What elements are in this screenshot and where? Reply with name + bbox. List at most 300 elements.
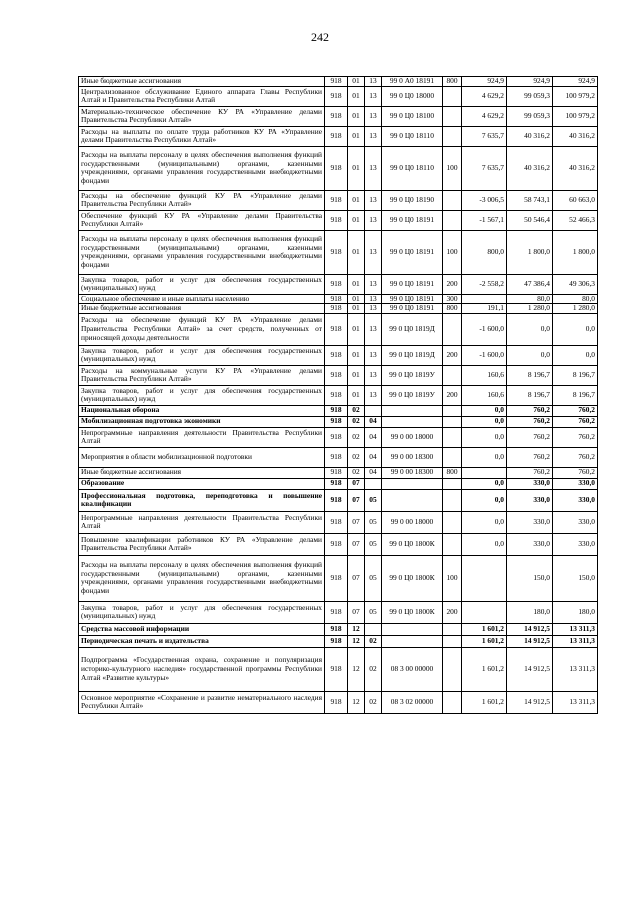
row-name: Расходы на выплаты по оплате труда работников КУ РА «Управление делами Правительства Республики Алтай»	[79, 126, 325, 146]
row-name: Расходы на выплаты персоналу в целях обеспечения выполнения функций государственными (муниципальными) органами, казенными учреждениями, органами управления государственными внебюджетными фондами	[79, 146, 325, 190]
row-csr	[382, 405, 443, 416]
row-amount-2: 13 311,3	[553, 635, 598, 647]
row-rz: 01	[348, 106, 365, 126]
row-rz: 01	[348, 77, 365, 87]
row-amount-1: 924,9	[507, 77, 553, 87]
row-amount-2: 13 311,3	[553, 691, 598, 713]
row-amount-1: 760,2	[507, 427, 553, 447]
row-amount-1: 150,0	[507, 555, 553, 601]
row-csr: 99 0 Ц0 18191	[382, 304, 443, 314]
row-amount-2: 40 316,2	[553, 146, 598, 190]
row-change: -2 558,2	[462, 274, 507, 294]
row-vr	[443, 313, 462, 345]
row-gr: 918	[325, 210, 348, 230]
row-amount-2: 330,0	[553, 478, 598, 489]
row-rz: 02	[348, 405, 365, 416]
row-gr: 918	[325, 294, 348, 304]
table-row	[79, 274, 598, 294]
table-row	[79, 623, 598, 635]
row-csr: 99 0 Ц0 18191	[382, 294, 443, 304]
row-pr	[365, 478, 382, 489]
row-vr	[443, 427, 462, 447]
row-csr	[382, 416, 443, 427]
table-row	[79, 210, 598, 230]
row-rz: 01	[348, 190, 365, 210]
row-vr	[443, 511, 462, 533]
row-amount-2: 13 311,3	[553, 623, 598, 635]
row-name: Мобилизационная подготовка экономики	[79, 416, 325, 427]
row-amount-1: 760,2	[507, 416, 553, 427]
row-gr: 918	[325, 190, 348, 210]
row-vr	[443, 478, 462, 489]
row-name: Закупка товаров, работ и услуг для обеспечения государственных (муниципальных) нужд	[79, 274, 325, 294]
row-amount-2: 330,0	[553, 533, 598, 555]
row-rz: 07	[348, 555, 365, 601]
row-vr: 100	[443, 555, 462, 601]
row-rz: 12	[348, 691, 365, 713]
row-amount-2: 760,2	[553, 405, 598, 416]
table-row	[79, 294, 598, 304]
row-change: 160,6	[462, 385, 507, 405]
row-gr: 918	[325, 511, 348, 533]
row-csr: 99 0 Ц0 18100	[382, 106, 443, 126]
row-pr: 13	[365, 146, 382, 190]
row-name: Расходы на обеспечение функций КУ РА «Управление делами Правительства Республики Алтай» за счет средств, полученных от приносящей доходы деятельности	[79, 313, 325, 345]
row-gr: 918	[325, 274, 348, 294]
row-gr: 918	[325, 467, 348, 478]
row-name: Закупка товаров, работ и услуг для обеспечения государственных (муниципальных) нужд	[79, 601, 325, 623]
row-amount-1: 330,0	[507, 511, 553, 533]
row-rz: 01	[348, 365, 365, 385]
row-gr: 918	[325, 304, 348, 314]
row-change: -3 006,5	[462, 190, 507, 210]
row-pr	[365, 623, 382, 635]
row-gr: 918	[325, 416, 348, 427]
row-vr	[443, 623, 462, 635]
row-change	[462, 601, 507, 623]
row-pr: 13	[365, 106, 382, 126]
row-vr	[443, 635, 462, 647]
row-name: Повышение квалификации работников КУ РА «Управление делами Правительства Республики Алтай»	[79, 533, 325, 555]
row-amount-2: 0,0	[553, 345, 598, 365]
row-vr	[443, 106, 462, 126]
row-gr: 918	[325, 77, 348, 87]
row-change	[462, 555, 507, 601]
table-row	[79, 146, 598, 190]
table-row	[79, 478, 598, 489]
row-change: 7 635,7	[462, 126, 507, 146]
row-csr: 99 0 Ц0 1819Д	[382, 313, 443, 345]
row-change: 1 601,2	[462, 647, 507, 691]
row-rz: 07	[348, 533, 365, 555]
row-rz: 01	[348, 274, 365, 294]
row-name: Основное мероприятие «Сохранение и развитие нематериального наследия Республики Алтай»	[79, 691, 325, 713]
row-change: 1 601,2	[462, 635, 507, 647]
row-gr: 918	[325, 623, 348, 635]
row-name: Непрограммные направления деятельности Правительства Республики Алтай	[79, 427, 325, 447]
row-gr: 918	[325, 230, 348, 274]
row-amount-1: 47 386,4	[507, 274, 553, 294]
row-amount-2: 180,0	[553, 601, 598, 623]
row-amount-2: 1 800,0	[553, 230, 598, 274]
row-change: 0,0	[462, 511, 507, 533]
row-change: 191,1	[462, 304, 507, 314]
row-name: Национальная оборона	[79, 405, 325, 416]
row-name: Материально-техническое обеспечение КУ РА «Управление делами Правительства Республики Алтай»	[79, 106, 325, 126]
row-gr: 918	[325, 647, 348, 691]
row-rz: 02	[348, 447, 365, 467]
row-change: 0,0	[462, 447, 507, 467]
row-amount-1: 99 059,3	[507, 106, 553, 126]
row-csr: 99 0 Ц0 18110	[382, 146, 443, 190]
row-name: Расходы на обеспечение функций КУ РА «Управление делами Правительства Республики Алтай»	[79, 190, 325, 210]
row-csr: 99 0 Ц0 18110	[382, 126, 443, 146]
table-row	[79, 511, 598, 533]
row-pr: 13	[365, 190, 382, 210]
row-csr: 99 0 00 18000	[382, 511, 443, 533]
table-row	[79, 691, 598, 713]
row-change: 0,0	[462, 427, 507, 447]
row-pr	[365, 405, 382, 416]
row-rz: 01	[348, 86, 365, 106]
row-vr: 800	[443, 304, 462, 314]
table-row	[79, 385, 598, 405]
row-rz: 12	[348, 623, 365, 635]
row-amount-1: 1 800,0	[507, 230, 553, 274]
row-csr: 08 3 02 00000	[382, 691, 443, 713]
row-csr: 99 0 Ц0 18191	[382, 230, 443, 274]
row-csr	[382, 635, 443, 647]
row-change: 4 629,2	[462, 86, 507, 106]
table-row	[79, 647, 598, 691]
row-pr: 02	[365, 635, 382, 647]
row-amount-2: 760,2	[553, 447, 598, 467]
table-row	[79, 533, 598, 555]
table-row	[79, 365, 598, 385]
row-change	[462, 467, 507, 478]
row-vr	[443, 190, 462, 210]
row-rz: 01	[348, 345, 365, 365]
row-name: Иные бюджетные ассигнования	[79, 304, 325, 314]
row-rz: 07	[348, 478, 365, 489]
table-row	[79, 126, 598, 146]
row-pr: 04	[365, 416, 382, 427]
row-amount-2: 60 663,0	[553, 190, 598, 210]
row-pr: 05	[365, 555, 382, 601]
row-change: 0,0	[462, 489, 507, 511]
row-amount-1: 760,2	[507, 447, 553, 467]
row-pr: 05	[365, 511, 382, 533]
row-pr: 13	[365, 313, 382, 345]
row-gr: 918	[325, 447, 348, 467]
row-name: Расходы на выплаты персоналу в целях обеспечения выполнения функций государственными (муниципальными) органами, казенными учреждениями, органами управления государственными внебюджетными фондами	[79, 230, 325, 274]
row-name: Образование	[79, 478, 325, 489]
row-vr	[443, 405, 462, 416]
row-csr	[382, 478, 443, 489]
row-gr: 918	[325, 86, 348, 106]
row-amount-1: 14 912,5	[507, 623, 553, 635]
row-pr: 04	[365, 467, 382, 478]
row-vr	[443, 647, 462, 691]
table-row	[79, 416, 598, 427]
row-change: 1 601,2	[462, 623, 507, 635]
row-amount-1: 14 912,5	[507, 647, 553, 691]
row-gr: 918	[325, 313, 348, 345]
row-csr: 99 0 А0 18191	[382, 77, 443, 87]
row-vr	[443, 489, 462, 511]
row-name: Средства массовой информации	[79, 623, 325, 635]
row-vr: 100	[443, 230, 462, 274]
row-change: 0,0	[462, 478, 507, 489]
row-name: Непрограммные направления деятельности Правительства Республики Алтай	[79, 511, 325, 533]
row-csr: 99 0 Ц0 1819У	[382, 365, 443, 385]
table-row	[79, 447, 598, 467]
row-rz: 01	[348, 146, 365, 190]
row-amount-1: 330,0	[507, 489, 553, 511]
row-csr: 99 0 Ц0 1819У	[382, 385, 443, 405]
row-amount-2: 100 979,2	[553, 106, 598, 126]
row-csr: 99 0 Ц0 1800К	[382, 555, 443, 601]
row-name: Централизованное обслуживание Единого аппарата Главы Республики Алтай и Правительства Республики Алтай	[79, 86, 325, 106]
row-pr: 02	[365, 691, 382, 713]
row-gr: 918	[325, 427, 348, 447]
row-csr: 99 0 Ц0 1800К	[382, 533, 443, 555]
row-name: Расходы на коммунальные услуги КУ РА «Управление делами Правительства Республики Алтай»	[79, 365, 325, 385]
row-rz: 02	[348, 416, 365, 427]
row-rz: 01	[348, 230, 365, 274]
row-vr: 300	[443, 294, 462, 304]
row-gr: 918	[325, 478, 348, 489]
row-amount-1: 8 196,7	[507, 365, 553, 385]
row-vr	[443, 86, 462, 106]
row-name: Иные бюджетные ассигнования	[79, 467, 325, 478]
row-vr	[443, 416, 462, 427]
row-name: Иные бюджетные ассигнования	[79, 77, 325, 87]
row-csr: 99 0 00 18300	[382, 467, 443, 478]
row-amount-2: 330,0	[553, 489, 598, 511]
row-rz: 07	[348, 489, 365, 511]
row-pr: 13	[365, 345, 382, 365]
row-csr: 99 0 Ц0 18190	[382, 190, 443, 210]
row-pr: 13	[365, 274, 382, 294]
row-vr: 200	[443, 601, 462, 623]
row-amount-1: 0,0	[507, 345, 553, 365]
row-gr: 918	[325, 405, 348, 416]
row-rz: 01	[348, 294, 365, 304]
row-gr: 918	[325, 601, 348, 623]
table-row	[79, 313, 598, 345]
row-vr	[443, 365, 462, 385]
row-vr: 100	[443, 146, 462, 190]
row-vr: 200	[443, 345, 462, 365]
table-row	[79, 489, 598, 511]
row-csr: 99 0 00 18000	[382, 427, 443, 447]
row-gr: 918	[325, 106, 348, 126]
row-vr	[443, 691, 462, 713]
row-gr: 918	[325, 345, 348, 365]
row-pr: 13	[365, 365, 382, 385]
row-change	[462, 294, 507, 304]
row-amount-1: 0,0	[507, 313, 553, 345]
row-csr: 99 0 Ц0 18191	[382, 210, 443, 230]
row-amount-2: 924,9	[553, 77, 598, 87]
row-csr	[382, 489, 443, 511]
row-pr: 13	[365, 86, 382, 106]
row-amount-1: 40 316,2	[507, 126, 553, 146]
row-pr: 13	[365, 294, 382, 304]
row-pr: 13	[365, 126, 382, 146]
row-amount-1: 58 743,1	[507, 190, 553, 210]
table-row	[79, 601, 598, 623]
row-amount-1: 330,0	[507, 533, 553, 555]
row-vr: 200	[443, 385, 462, 405]
row-rz: 12	[348, 635, 365, 647]
row-gr: 918	[325, 489, 348, 511]
row-pr: 13	[365, 230, 382, 274]
row-change: 4 629,2	[462, 106, 507, 126]
row-gr: 918	[325, 126, 348, 146]
row-vr: 200	[443, 274, 462, 294]
row-name: Обеспечение функций КУ РА «Управление делами Правительства Республики Алтай»	[79, 210, 325, 230]
table-row	[79, 230, 598, 274]
row-amount-2: 40 316,2	[553, 126, 598, 146]
row-name: Профессиональная подготовка, переподготовка и повышение квалификации	[79, 489, 325, 511]
row-gr: 918	[325, 365, 348, 385]
row-change: 924,9	[462, 77, 507, 87]
row-rz: 12	[348, 647, 365, 691]
row-rz: 01	[348, 385, 365, 405]
row-change: 0,0	[462, 533, 507, 555]
row-name: Расходы на выплаты персоналу в целях обеспечения выполнения функций государственными (муниципальными) органами, казенными учреждениями, органами управления государственными внебюджетными фондами	[79, 555, 325, 601]
row-amount-2: 8 196,7	[553, 385, 598, 405]
row-csr: 99 0 Ц0 1819Д	[382, 345, 443, 365]
row-csr	[382, 623, 443, 635]
row-csr: 99 0 Ц0 18000	[382, 86, 443, 106]
row-change: 800,0	[462, 230, 507, 274]
row-csr: 08 3 00 00000	[382, 647, 443, 691]
row-amount-2: 8 196,7	[553, 365, 598, 385]
row-pr: 13	[365, 77, 382, 87]
table-row	[79, 345, 598, 365]
row-amount-1: 50 546,4	[507, 210, 553, 230]
row-csr: 99 0 Ц0 1800К	[382, 601, 443, 623]
row-pr: 05	[365, 601, 382, 623]
row-amount-2: 80,0	[553, 294, 598, 304]
budget-table	[78, 76, 598, 714]
row-amount-1: 1 280,0	[507, 304, 553, 314]
row-rz: 01	[348, 210, 365, 230]
row-csr: 99 0 Ц0 18191	[382, 274, 443, 294]
row-name: Закупка товаров, работ и услуг для обеспечения государственных (муниципальных) нужд	[79, 385, 325, 405]
row-rz: 02	[348, 467, 365, 478]
row-amount-2: 52 466,3	[553, 210, 598, 230]
row-amount-2: 760,2	[553, 467, 598, 478]
table-row	[79, 427, 598, 447]
row-pr: 13	[365, 304, 382, 314]
row-vr: 800	[443, 467, 462, 478]
row-amount-1: 180,0	[507, 601, 553, 623]
row-change: -1 600,0	[462, 345, 507, 365]
row-pr: 13	[365, 210, 382, 230]
row-rz: 02	[348, 427, 365, 447]
row-amount-1: 14 912,5	[507, 691, 553, 713]
row-gr: 918	[325, 146, 348, 190]
row-change: -1 567,1	[462, 210, 507, 230]
row-name: Подпрограмма «Государственная охрана, сохранение и популяризация историко-культурного наследия» государственной программы Республики Алтай «Развитие культуры»	[79, 647, 325, 691]
table-row	[79, 77, 598, 87]
row-change: 160,6	[462, 365, 507, 385]
row-name: Социальное обеспечение и иные выплаты населению	[79, 294, 325, 304]
row-name: Мероприятия в области мобилизационной подготовки	[79, 447, 325, 467]
row-amount-1: 14 912,5	[507, 635, 553, 647]
table-row	[79, 106, 598, 126]
row-gr: 918	[325, 555, 348, 601]
row-gr: 918	[325, 385, 348, 405]
row-amount-2: 150,0	[553, 555, 598, 601]
row-rz: 01	[348, 313, 365, 345]
row-amount-2: 0,0	[553, 313, 598, 345]
row-amount-2: 100 979,2	[553, 86, 598, 106]
row-amount-2: 49 306,3	[553, 274, 598, 294]
row-rz: 07	[348, 601, 365, 623]
row-gr: 918	[325, 691, 348, 713]
page-number: 242	[311, 30, 329, 44]
table-row	[79, 635, 598, 647]
row-pr: 02	[365, 647, 382, 691]
row-change: 0,0	[462, 416, 507, 427]
row-rz: 01	[348, 304, 365, 314]
table-row	[79, 467, 598, 478]
row-amount-1: 99 059,3	[507, 86, 553, 106]
row-pr: 13	[365, 385, 382, 405]
row-change: 0,0	[462, 405, 507, 416]
row-amount-2: 1 280,0	[553, 304, 598, 314]
row-pr: 04	[365, 447, 382, 467]
table-row	[79, 190, 598, 210]
row-amount-2: 330,0	[553, 511, 598, 533]
row-change: 7 635,7	[462, 146, 507, 190]
row-name: Периодическая печать и издательства	[79, 635, 325, 647]
table-row	[79, 555, 598, 601]
row-pr: 04	[365, 427, 382, 447]
table-row	[79, 304, 598, 314]
row-pr: 05	[365, 489, 382, 511]
row-amount-1: 8 196,7	[507, 385, 553, 405]
table-row	[79, 405, 598, 416]
row-amount-1: 80,0	[507, 294, 553, 304]
row-name: Закупка товаров, работ и услуг для обеспечения государственных (муниципальных) нужд	[79, 345, 325, 365]
row-vr	[443, 533, 462, 555]
row-csr: 99 0 00 18300	[382, 447, 443, 467]
row-rz: 07	[348, 511, 365, 533]
row-change: 1 601,2	[462, 691, 507, 713]
row-amount-2: 760,2	[553, 416, 598, 427]
row-amount-2: 13 311,3	[553, 647, 598, 691]
row-amount-1: 760,2	[507, 405, 553, 416]
row-amount-2: 760,2	[553, 427, 598, 447]
row-vr: 800	[443, 77, 462, 87]
row-rz: 01	[348, 126, 365, 146]
row-gr: 918	[325, 533, 348, 555]
row-gr: 918	[325, 635, 348, 647]
row-pr: 05	[365, 533, 382, 555]
row-vr	[443, 126, 462, 146]
row-amount-1: 40 316,2	[507, 146, 553, 190]
row-amount-1: 330,0	[507, 478, 553, 489]
row-amount-1: 760,2	[507, 467, 553, 478]
row-change: -1 600,0	[462, 313, 507, 345]
table-row	[79, 86, 598, 106]
